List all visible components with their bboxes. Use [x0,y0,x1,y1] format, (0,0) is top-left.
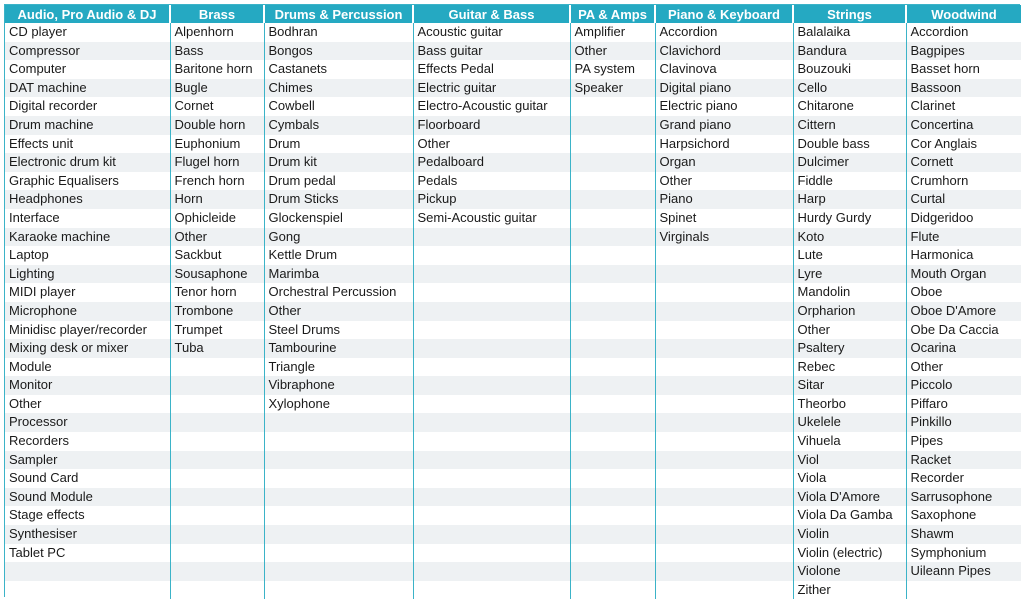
table-cell [655,544,793,563]
table-row [5,395,1021,414]
table-cell [570,562,655,581]
table-cell: DAT machine [5,79,170,98]
table-row [5,42,1021,61]
table-row [5,228,1021,247]
table-cell: Concertina [906,116,1021,135]
table-cell: Synthesiser [5,525,170,544]
table-cell: Didgeridoo [906,209,1021,228]
table-cell: Hurdy Gurdy [793,209,906,228]
table-cell: Ocarina [906,339,1021,358]
table-cell [655,451,793,470]
table-cell [413,265,570,284]
table-cell: Sarrusophone [906,488,1021,507]
table-cell: Compressor [5,42,170,61]
header-strings: Strings [793,5,906,23]
table-cell: Bandura [793,42,906,61]
table-cell: Monitor [5,376,170,395]
table-cell [570,376,655,395]
table-cell [413,544,570,563]
table-cell [413,413,570,432]
table-cell: Cittern [793,116,906,135]
table-cell: Steel Drums [264,321,413,340]
table-cell: Electric guitar [413,79,570,98]
table-row [5,265,1021,284]
table-cell: Cello [793,79,906,98]
table-cell [413,506,570,525]
table-cell: Piano [655,190,793,209]
table-cell [264,525,413,544]
table-cell: Cowbell [264,97,413,116]
category-grid [5,5,1021,599]
table-cell [570,172,655,191]
table-cell: Cor Anglais [906,135,1021,154]
table-cell: Grand piano [655,116,793,135]
table-cell: Crumhorn [906,172,1021,191]
table-cell: Koto [793,228,906,247]
table-cell [655,246,793,265]
table-cell: Electro-Acoustic guitar [413,97,570,116]
table-cell [413,302,570,321]
table-cell: Marimba [264,265,413,284]
table-cell [570,469,655,488]
table-cell [264,562,413,581]
table-cell [570,506,655,525]
table-cell: Ukelele [793,413,906,432]
table-cell [655,321,793,340]
table-cell: Sound Module [5,488,170,507]
table-cell: Theorbo [793,395,906,414]
table-cell: Sackbut [170,246,264,265]
table-cell: Floorboard [413,116,570,135]
table-cell: Bouzouki [793,60,906,79]
table-cell: Minidisc player/recorder [5,321,170,340]
table-cell [413,469,570,488]
table-cell: Kettle Drum [264,246,413,265]
table-cell: Uileann Pipes [906,562,1021,581]
table-cell: Laptop [5,246,170,265]
table-cell: Symphonium [906,544,1021,563]
table-cell: Trumpet [170,321,264,340]
table-cell: Pedals [413,172,570,191]
table-cell [655,339,793,358]
header-piano-keyboard: Piano & Keyboard [655,5,793,23]
table-cell: Orchestral Percussion [264,283,413,302]
table-cell [413,488,570,507]
table-cell: Balalaika [793,23,906,42]
table-cell: Chitarone [793,97,906,116]
table-cell: Graphic Equalisers [5,172,170,191]
table-cell: Other [5,395,170,414]
table-cell: Chimes [264,79,413,98]
table-row [5,153,1021,172]
table-cell [264,413,413,432]
table-row [5,209,1021,228]
table-cell: Obe Da Caccia [906,321,1021,340]
table-cell [413,283,570,302]
table-cell: Bass guitar [413,42,570,61]
table-cell: Sousaphone [170,265,264,284]
table-cell [655,581,793,600]
table-cell [5,562,170,581]
table-cell [655,469,793,488]
table-cell: Headphones [5,190,170,209]
table-cell [170,413,264,432]
table-cell [264,469,413,488]
header-drums-percussion: Drums & Percussion [264,5,413,23]
table-cell [570,581,655,600]
table-cell: Other [570,42,655,61]
table-cell: Organ [655,153,793,172]
table-cell: Recorders [5,432,170,451]
table-cell: Drum kit [264,153,413,172]
table-cell [413,376,570,395]
table-cell [570,525,655,544]
table-cell: Violin [793,525,906,544]
table-cell [570,413,655,432]
table-cell: Tablet PC [5,544,170,563]
table-cell: Drum machine [5,116,170,135]
table-cell: Tenor horn [170,283,264,302]
table-row [5,79,1021,98]
table-cell [655,376,793,395]
table-cell: Piccolo [906,376,1021,395]
table-cell [413,358,570,377]
table-cell: Gong [264,228,413,247]
table-cell [264,506,413,525]
table-cell: Recorder [906,469,1021,488]
table-cell [5,581,170,600]
table-cell: Mouth Organ [906,265,1021,284]
table-cell [655,395,793,414]
table-cell: Drum pedal [264,172,413,191]
table-cell [570,339,655,358]
table-cell: Sitar [793,376,906,395]
table-cell: Clavinova [655,60,793,79]
header-pa-amps: PA & Amps [570,5,655,23]
table-cell [413,562,570,581]
table-cell: Vihuela [793,432,906,451]
table-cell [264,544,413,563]
table-cell [413,228,570,247]
header-brass: Brass [170,5,264,23]
table-cell: Horn [170,190,264,209]
table-cell: Module [5,358,170,377]
table-cell: Digital recorder [5,97,170,116]
table-cell [570,321,655,340]
table-cell [655,506,793,525]
table-row [5,246,1021,265]
table-row [5,451,1021,470]
table-cell [570,190,655,209]
table-cell [170,488,264,507]
table-cell: Bagpipes [906,42,1021,61]
table-cell: Orpharion [793,302,906,321]
table-cell: Piffaro [906,395,1021,414]
table-cell: Tambourine [264,339,413,358]
table-cell: Zither [793,581,906,600]
table-cell: MIDI player [5,283,170,302]
table-cell [655,302,793,321]
table-cell [570,432,655,451]
table-cell: Alpenhorn [170,23,264,42]
table-cell: Viol [793,451,906,470]
header-row [5,5,1021,23]
table-cell: Sampler [5,451,170,470]
table-cell: Cymbals [264,116,413,135]
table-cell: Mandolin [793,283,906,302]
table-cell: Drum [264,135,413,154]
table-cell: Bodhran [264,23,413,42]
table-cell: Mixing desk or mixer [5,339,170,358]
table-row [5,358,1021,377]
header-audio-pro-audio-dj: Audio, Pro Audio & DJ [5,5,170,23]
table-cell: Castanets [264,60,413,79]
table-cell [264,488,413,507]
table-cell: Lighting [5,265,170,284]
table-cell: Bassoon [906,79,1021,98]
table-cell: Flute [906,228,1021,247]
table-row [5,135,1021,154]
table-cell: Flugel horn [170,153,264,172]
table-cell [570,283,655,302]
table-cell: Pinkillo [906,413,1021,432]
table-cell: Viola [793,469,906,488]
table-row [5,376,1021,395]
table-row [5,525,1021,544]
table-cell: Semi-Acoustic guitar [413,209,570,228]
table-cell: Sound Card [5,469,170,488]
table-cell [570,116,655,135]
table-cell [570,209,655,228]
table-cell: Karaoke machine [5,228,170,247]
table-cell: Spinet [655,209,793,228]
table-cell [413,525,570,544]
table-cell: Fiddle [793,172,906,191]
table-cell: Pipes [906,432,1021,451]
table-cell: Rebec [793,358,906,377]
table-cell [413,451,570,470]
table-cell [655,413,793,432]
table-cell: Xylophone [264,395,413,414]
table-row [5,562,1021,581]
table-cell [170,432,264,451]
table-cell: Cornett [906,153,1021,172]
table-cell: Other [170,228,264,247]
table-cell [570,358,655,377]
table-cell [655,358,793,377]
table-cell: Amplifier [570,23,655,42]
table-cell: Interface [5,209,170,228]
table-cell: Cornet [170,97,264,116]
table-cell: Stage effects [5,506,170,525]
table-cell: Oboe [906,283,1021,302]
table-cell [170,544,264,563]
table-row [5,97,1021,116]
table-cell [264,581,413,600]
table-cell: French horn [170,172,264,191]
header-guitar-bass: Guitar & Bass [413,5,570,23]
table-cell [655,525,793,544]
table-cell: Processor [5,413,170,432]
table-row [5,469,1021,488]
table-cell [413,339,570,358]
table-cell: Tuba [170,339,264,358]
table-cell: Vibraphone [264,376,413,395]
table-cell [570,265,655,284]
table-cell [413,432,570,451]
table-row [5,432,1021,451]
table-row [5,544,1021,563]
table-cell: Double bass [793,135,906,154]
table-cell: Baritone horn [170,60,264,79]
table-cell: Virginals [655,228,793,247]
table-cell: Pickup [413,190,570,209]
table-cell [570,153,655,172]
table-cell: Ophicleide [170,209,264,228]
table-cell [170,469,264,488]
table-cell: Double horn [170,116,264,135]
table-cell: Violin (electric) [793,544,906,563]
table-cell [570,544,655,563]
table-cell: Digital piano [655,79,793,98]
table-row [5,190,1021,209]
table-cell [655,488,793,507]
table-cell: Violone [793,562,906,581]
table-cell: Triangle [264,358,413,377]
table-cell: Clavichord [655,42,793,61]
table-cell [570,302,655,321]
table-cell [170,358,264,377]
table-cell [413,246,570,265]
header-woodwind: Woodwind [906,5,1021,23]
table-cell: Accordion [906,23,1021,42]
table-cell: Bugle [170,79,264,98]
table-row [5,23,1021,42]
table-cell [170,451,264,470]
table-row [5,581,1021,600]
table-cell: Curtal [906,190,1021,209]
table-cell: Computer [5,60,170,79]
table-cell: Acoustic guitar [413,23,570,42]
table-row [5,488,1021,507]
table-cell: Glockenspiel [264,209,413,228]
table-cell: Shawm [906,525,1021,544]
table-cell [413,321,570,340]
table-cell [655,562,793,581]
table-cell [570,228,655,247]
table-row [5,302,1021,321]
table-cell: Other [906,358,1021,377]
table-cell: Trombone [170,302,264,321]
table-cell [570,135,655,154]
table-cell: Dulcimer [793,153,906,172]
table-row [5,60,1021,79]
table-cell: Electronic drum kit [5,153,170,172]
table-cell: Accordion [655,23,793,42]
table-cell: Harpsichord [655,135,793,154]
table-row [5,413,1021,432]
table-cell: Other [413,135,570,154]
table-row [5,116,1021,135]
table-cell: Euphonium [170,135,264,154]
table-cell: Speaker [570,79,655,98]
table-cell: Lyre [793,265,906,284]
table-cell: Other [655,172,793,191]
table-cell [264,432,413,451]
table-cell [170,525,264,544]
table-cell [413,581,570,600]
table-cell [170,562,264,581]
table-cell: Pedalboard [413,153,570,172]
table-cell [264,451,413,470]
table-cell: Saxophone [906,506,1021,525]
table-cell: Bongos [264,42,413,61]
table-cell: Other [264,302,413,321]
table-cell [170,395,264,414]
table-cell [906,581,1021,600]
table-cell: Other [793,321,906,340]
table-cell [570,246,655,265]
table-cell: Drum Sticks [264,190,413,209]
table-row [5,506,1021,525]
table-cell: Microphone [5,302,170,321]
table-row [5,321,1021,340]
table-cell: Lute [793,246,906,265]
instrument-category-table [4,4,1020,597]
table-cell [413,395,570,414]
table-cell: CD player [5,23,170,42]
table-cell [170,376,264,395]
table-cell: Oboe D'Amore [906,302,1021,321]
table-cell [570,395,655,414]
table-cell: Psaltery [793,339,906,358]
table-cell: Bass [170,42,264,61]
table-cell [170,506,264,525]
table-row [5,172,1021,191]
table-cell: Effects Pedal [413,60,570,79]
table-cell [655,265,793,284]
table-cell: Viola Da Gamba [793,506,906,525]
table-cell [570,451,655,470]
table-cell [570,488,655,507]
table-row [5,283,1021,302]
table-cell [570,97,655,116]
table-body [5,23,1021,599]
table-cell: Effects unit [5,135,170,154]
table-cell: Basset horn [906,60,1021,79]
table-cell [655,283,793,302]
table-row [5,339,1021,358]
table-cell [170,581,264,600]
table-cell: Racket [906,451,1021,470]
table-cell: Harp [793,190,906,209]
table-cell: Harmonica [906,246,1021,265]
table-cell: Viola D'Amore [793,488,906,507]
table-cell: Clarinet [906,97,1021,116]
table-cell: PA system [570,60,655,79]
table-cell [655,432,793,451]
table-cell: Electric piano [655,97,793,116]
